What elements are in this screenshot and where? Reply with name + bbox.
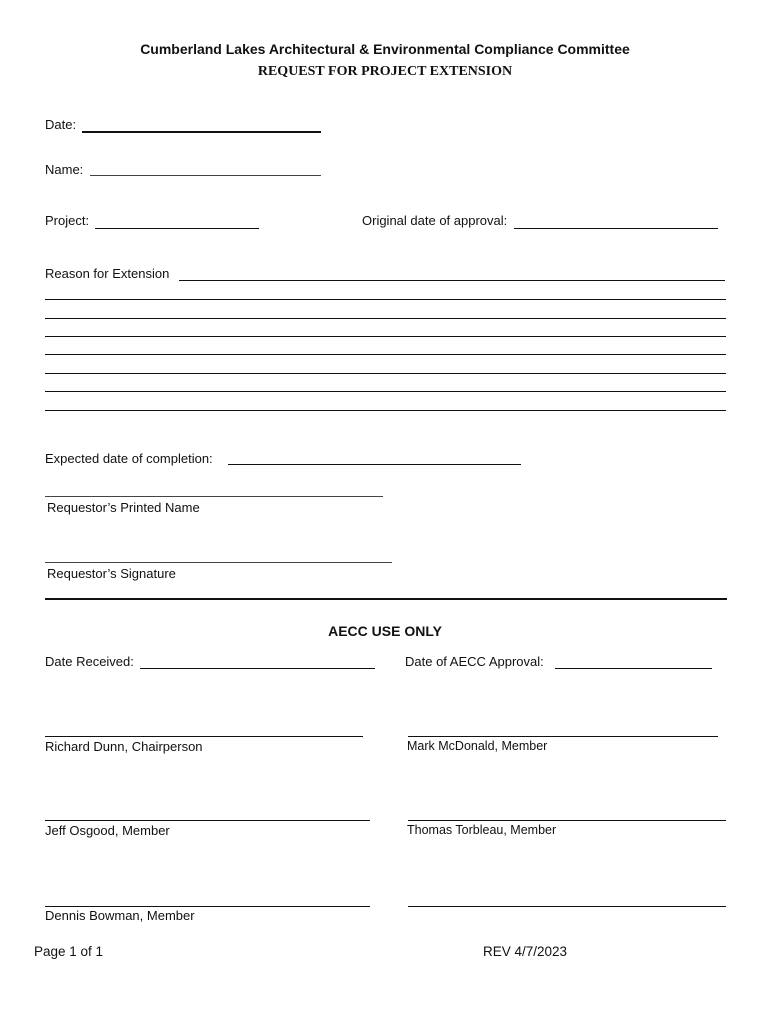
reason-line[interactable] — [45, 391, 726, 392]
project-label: Project: — [45, 213, 90, 228]
original-approval-field[interactable] — [514, 228, 718, 229]
expected-completion-label: Expected date of completion: — [45, 451, 213, 466]
expected-completion-field[interactable] — [228, 464, 521, 465]
section-divider — [45, 598, 727, 600]
project-field[interactable] — [95, 228, 259, 229]
signer-name: Mark McDonald, Member — [407, 739, 548, 753]
signature-line-member[interactable] — [408, 820, 726, 821]
date-received-label: Date Received: — [45, 654, 134, 669]
reason-line[interactable] — [45, 410, 726, 411]
date-label: Date: — [45, 117, 77, 132]
signature-line-member[interactable] — [45, 820, 370, 821]
reason-label: Reason for Extension — [45, 266, 170, 281]
date-field[interactable] — [82, 131, 321, 133]
signer-name: Jeff Osgood, Member — [45, 823, 170, 838]
signature-label: Requestor’s Signature — [47, 566, 176, 581]
signer-name: Thomas Torbleau, Member — [407, 823, 557, 837]
name-label: Name: — [45, 162, 84, 177]
printed-name-field[interactable] — [45, 496, 383, 497]
revision-label: REV 4/7/2023 — [483, 944, 568, 959]
reason-line[interactable] — [179, 280, 725, 281]
reason-line[interactable] — [45, 373, 726, 374]
signature-line-member[interactable] — [45, 906, 370, 907]
reason-line[interactable] — [45, 318, 726, 319]
signature-field[interactable] — [45, 562, 392, 563]
office-use-heading: AECC USE ONLY — [328, 623, 442, 639]
name-field[interactable] — [90, 175, 321, 176]
original-approval-label: Original date of approval: — [362, 213, 508, 228]
signer-name: Richard Dunn, Chairperson — [45, 739, 203, 754]
form-title: REQUEST FOR PROJECT EXTENSION — [257, 64, 513, 79]
reason-line[interactable] — [45, 336, 726, 337]
signer-name: Dennis Bowman, Member — [45, 908, 195, 923]
date-received-field[interactable] — [140, 668, 375, 669]
reason-line[interactable] — [45, 354, 726, 355]
signature-line-member[interactable] — [408, 906, 726, 907]
aecc-approval-field[interactable] — [555, 668, 712, 669]
printed-name-label: Requestor’s Printed Name — [47, 500, 200, 515]
signature-line-chairperson[interactable] — [45, 736, 363, 737]
aecc-approval-label: Date of AECC Approval: — [405, 654, 544, 669]
signature-line-member[interactable] — [408, 736, 718, 737]
page-number: Page 1 of 1 — [34, 944, 104, 959]
reason-line[interactable] — [45, 299, 726, 300]
organization-title: Cumberland Lakes Architectural & Environmental Compliance Committee — [140, 41, 630, 57]
